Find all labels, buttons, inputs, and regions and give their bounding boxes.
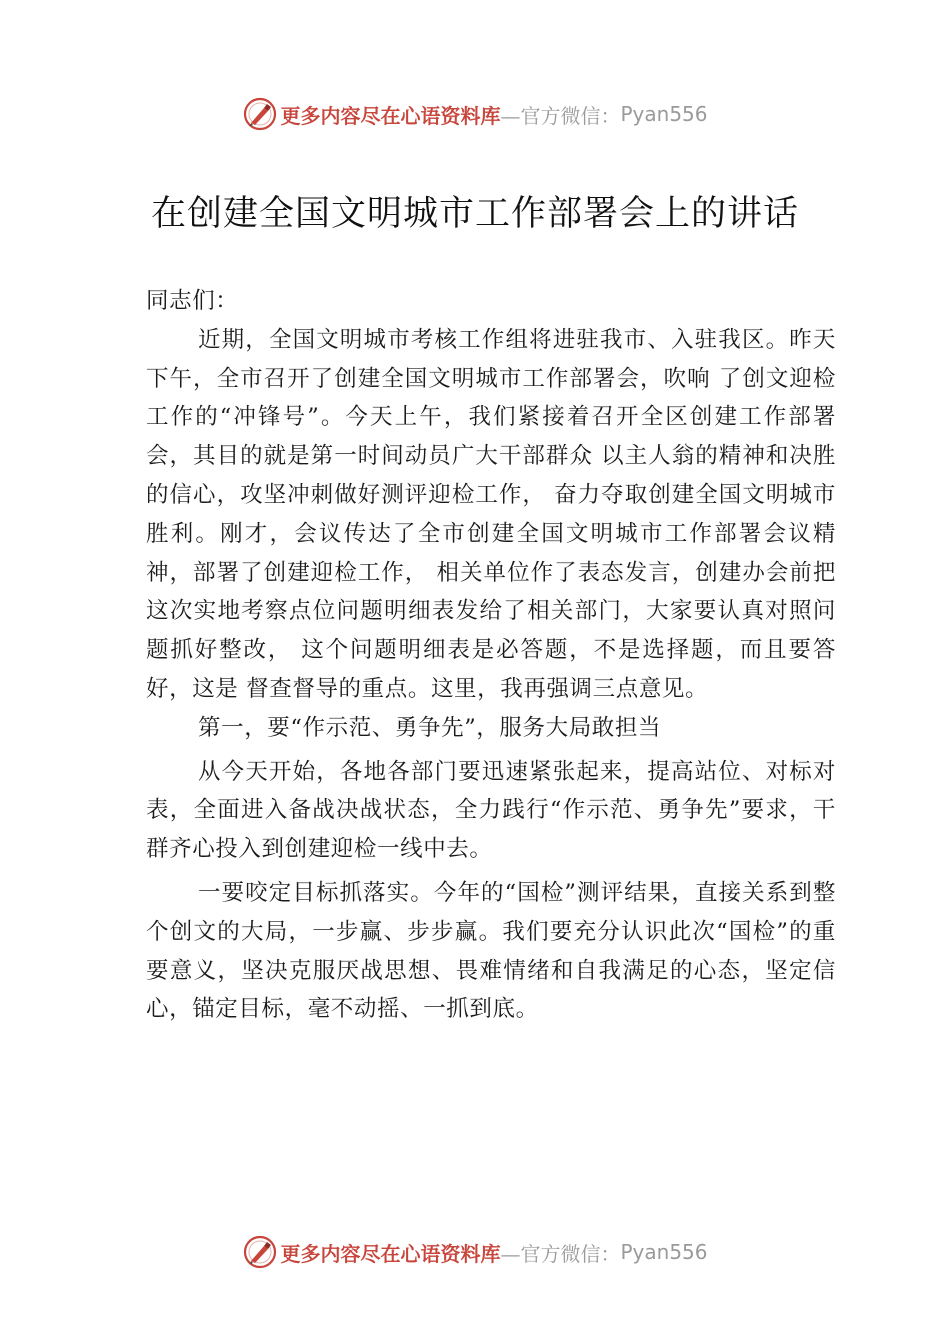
section-heading: 第一，要“作示范、勇争先”，服务大局敢担当	[198, 714, 662, 741]
pen-logo-icon	[242, 96, 278, 132]
banner-gray-text: —官方微信：	[500, 1241, 621, 1266]
paragraph: 从今天开始，各地各部门要迅速紧张起来，提高站位、对标对表，全面进入备战决战状态，全力践行“作示范、勇争先”要求，干群齐心投入到创建迎检一线中去。	[146, 758, 836, 863]
banner-wechat-id: Pyan556	[620, 102, 708, 126]
pen-logo-icon	[242, 1234, 278, 1270]
footer-banner	[0, 1232, 950, 1272]
banner-gray-text: —官方微信：	[500, 103, 621, 128]
document-title: 在创建全国文明城市工作部署会上的讲话	[150, 194, 799, 234]
header-banner	[0, 94, 950, 134]
banner-red-text: 更多内容尽在心语资料库	[280, 103, 501, 128]
document-body	[146, 282, 836, 1029]
banner-red-text: 更多内容尽在心语资料库	[280, 1241, 501, 1266]
salutation: 同志们：	[146, 288, 239, 314]
paragraph: 近期，全国文明城市考核工作组将进驻我市、入驻我区。昨天下午，全市召开了创建全国文明城市工作部署会，吹响 了创文迎检工作的“冲锋号”。今天上午，我们紧接着召开全区创建工作部署会，其目的就是第一时间动员广大干部群众 以主人翁的精神和决胜的信心，攻坚冲刺做好测评迎检工作， 奋力夺取创建全国文明城市胜利。刚才，会议传达了全市创建全国文明城市工作部署会议精神，部署了创建迎检工作， 相关单位作了表态发言，创建办会前把这次实地考察点位问题明细表发给了相关部门，大家要认真对照问题抓好整改， 这个问题明细表是必答题，不是选择题，而且要答好，这是 督查督导的重点。这里，我再强调三点意见。	[146, 326, 836, 702]
banner-wechat-id: Pyan556	[620, 1240, 708, 1264]
paragraph: 一要咬定目标抓落实。今年的“国检”测评结果，直接关系到整个创文的大局，一步赢、步步赢。我们要充分认识此次“国检”的重要意义，坚决克服厌战思想、畏难情绪和自我满足的心态，坚定信心，锚定目标，毫不动摇、一抓到底。	[146, 879, 836, 1023]
